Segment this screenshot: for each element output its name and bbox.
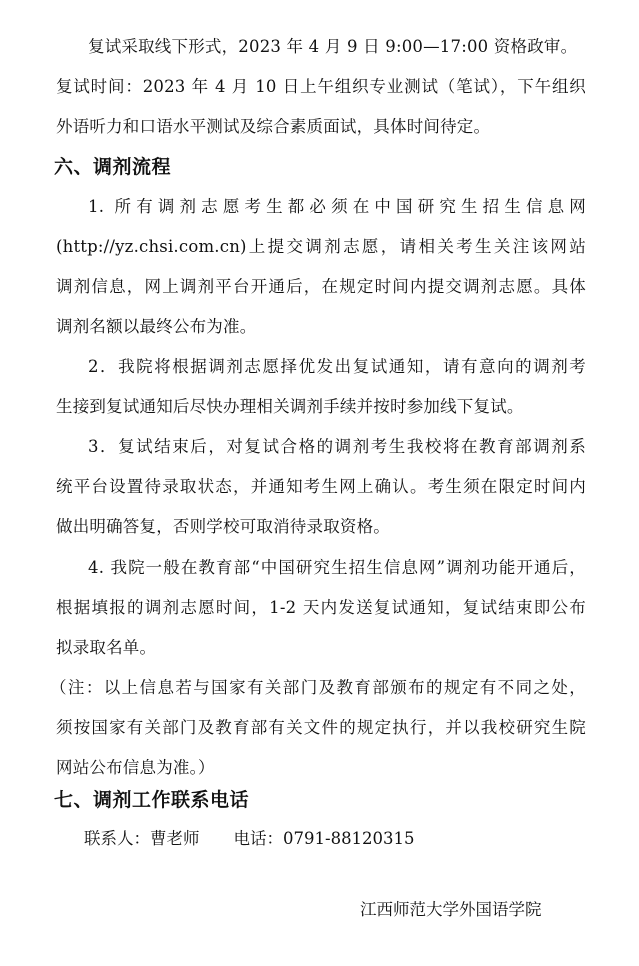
text-line: 调剂信息，网上调剂平台开通后，在规定时间内提交调剂志愿。具体 [56,277,586,296]
contact-line [84,828,415,850]
text-line: 网站公布信息为准。） [56,758,215,777]
text-line: （注：以上信息若与国家有关部门及教育部颁布的规定有不同之处， [50,678,586,697]
text-line: 统平台设置待录取状态，并通知考生网上确认。考生须在限定时间内 [56,477,586,496]
section-heading-7: 七、调剂工作联系电话 [54,789,250,811]
text-line: 2．我院将根据调剂志愿择优发出复试通知，请有意向的调剂考 [88,357,586,376]
text-line: 3．复试结束后，对复试合格的调剂考生我校将在教育部调剂系 [88,437,586,456]
text-line: 复试采取线下形式，2023 年 4 月 9 日 9:00—17:00 资格政审。 [88,37,578,56]
text-line: 根据填报的调剂志愿时间，1-2 天内发送复试通知，复试结束即公布 [56,598,586,617]
text-line: 做出明确答复，否则学校可取消待录取资格。 [56,517,390,536]
contact-phone: 电话：0791-88120315 [233,829,415,848]
contact-person: 联系人：曹老师 [84,829,200,848]
text-line: 4. 我院一般在教育部“中国研究生招生信息网”调剂功能开通后， [88,558,586,577]
text-line: 外语听力和口语水平测试及综合素质面试，具体时间待定。 [56,117,491,136]
signature: 江西师范大学外国语学院 [360,900,542,919]
text-line: 须按国家有关部门及教育部有关文件的规定执行，并以我校研究生院 [56,718,586,737]
text-line: 生接到复试通知后尽快办理相关调剂手续并按时参加线下复试。 [56,397,524,416]
section-heading-6: 六、调剂流程 [54,156,172,178]
text-line: 拟录取名单。 [56,638,157,657]
text-line: 复试时间：2023 年 4 月 10 日上午组织专业测试（笔试），下午组织 [56,77,586,96]
text-line: 调剂名额以最终公布为准。 [56,317,257,336]
text-line: 1. 所有调剂志愿考生都必须在中国研究生招生信息网 [88,197,586,216]
text-line: (http://yz.chsi.com.cn)上提交调剂志愿，请相关考生关注该网站 [56,237,586,256]
